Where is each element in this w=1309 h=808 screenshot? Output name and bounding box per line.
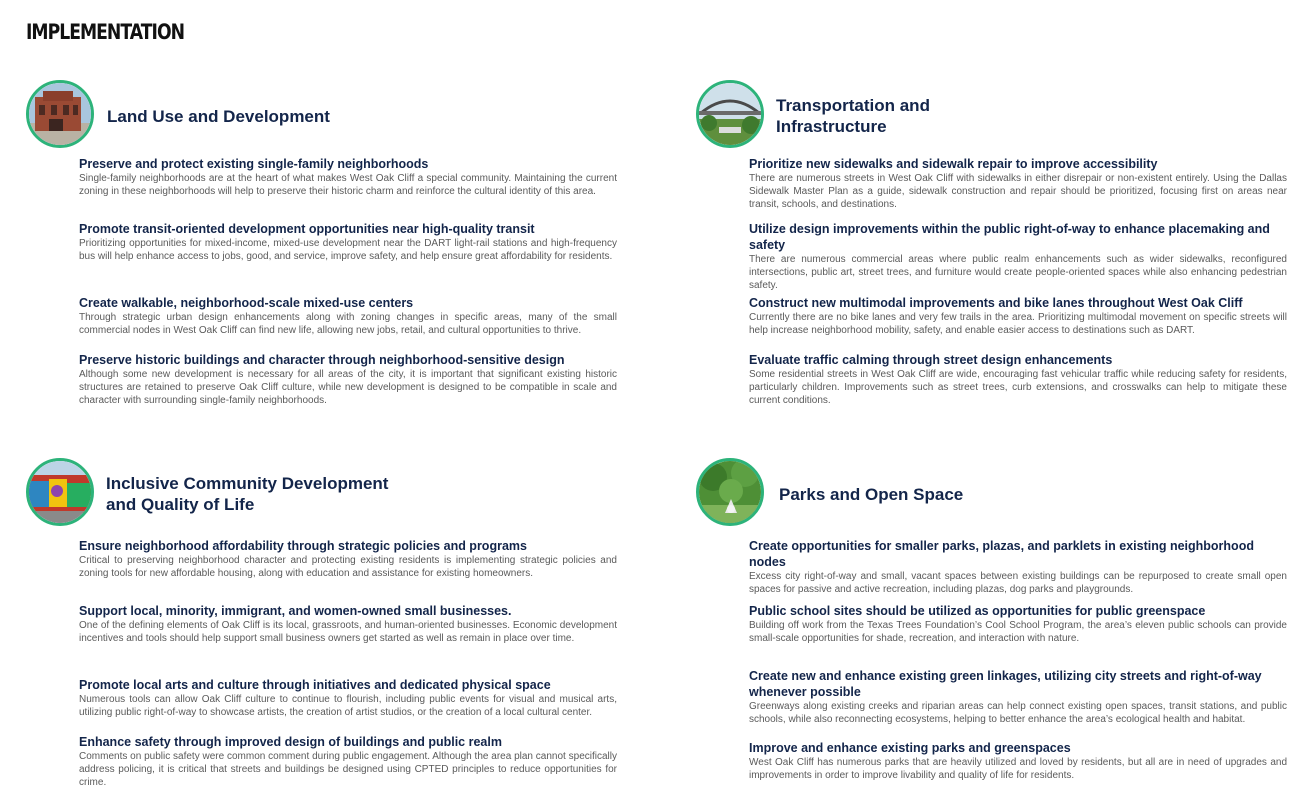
list-item [79, 295, 617, 337]
item-title: Preserve historic buildings and character through neighborhood-sensitive design [79, 353, 565, 367]
item-title: Preserve and protect existing single-family neighborhoods [79, 157, 429, 171]
item-body: Through strategic urban design enhancements along with zoning changes in specific areas, many of the small commercial nodes in West Oak Cliff can find new life, allowing new jobs, retail, and cultural opportunities to thrive. [79, 312, 617, 336]
item-title: Evaluate traffic calming through street design enhancements [749, 353, 1113, 367]
list-item [79, 538, 617, 580]
item-title: Public school sites should be utilized as opportunities for public greenspace [749, 604, 1206, 618]
section-title [776, 95, 1096, 137]
list-item [749, 221, 1287, 292]
item-title: Promote local arts and culture through initiatives and dedicated physical space [79, 678, 551, 692]
list-item [749, 295, 1287, 337]
item-title: Promote transit-oriented development opportunities near high-quality transit [79, 222, 535, 236]
item-body: There are numerous commercial areas where public realm enhancements such as wider sidewalks, reconfigured intersections, public art, street trees, and furniture would create people-oriented spaces while also enhancing pedestrian safety. [749, 254, 1287, 291]
section-title-line1: Transportation and [776, 96, 930, 115]
item-body: Critical to preserving neighborhood character and protecting existing residents is implementing strategic policies and zoning tools for new affordable housing, along with education and assistance for existing homeowners. [79, 555, 617, 579]
item-body: Comments on public safety were common comment during public engagement. Although the area plan cannot specifically address policing, it is critical that streets and buildings be designed using CPTED principles to reduce opportunities for crime. [79, 751, 617, 788]
list-item [749, 352, 1287, 407]
item-body: Numerous tools can allow Oak Cliff culture to continue to flourish, including public events for visual and musical arts, utilizing public right-of-way to showcase artists, the creation of artist studios, or the creation of a local cultural center. [79, 694, 617, 718]
list-item [749, 740, 1287, 782]
item-body: Currently there are no bike lanes and very few trails in the area. Prioritizing multimodal movement on specific streets will help increase neighborhood mobility, safety, and enable easier access to destinations such as DART. [749, 312, 1287, 336]
list-item [79, 734, 617, 789]
item-title: Improve and enhance existing parks and greenspaces [749, 741, 1071, 755]
item-body: Single-family neighborhoods are at the heart of what makes West Oak Cliff a special community. Maintaining the current zoning in these neighborhoods will help to preserve their historic charm and reinforce the cultural identity of this area. [79, 173, 617, 197]
list-item [79, 603, 617, 645]
list-item [79, 352, 617, 407]
park-photo-icon [696, 458, 764, 526]
item-title: Create opportunities for smaller parks, plazas, and parklets in existing neighborhood nodes [749, 539, 1254, 569]
mural-photo-icon [26, 458, 94, 526]
item-title: Support local, minority, immigrant, and women-owned small businesses. [79, 604, 512, 618]
section-title-line2: Infrastructure [776, 117, 887, 136]
item-title: Utilize design improvements within the public right-of-way to enhance placemaking and safety [749, 222, 1270, 252]
item-title: Create new and enhance existing green linkages, utilizing city streets and right-of-way whenever possible [749, 669, 1262, 699]
list-item [79, 156, 617, 198]
item-body: One of the defining elements of Oak Cliff is its local, grassroots, and human-oriented businesses. Economic development incentives and tools should help support small business owners get started as well as remain in place over time. [79, 620, 617, 644]
item-body: Building off work from the Texas Trees Foundation’s Cool School Program, the area’s eleven public schools can provide small-scale opportunities for shade, recreation, and interaction with nature. [749, 620, 1287, 644]
item-body: Prioritizing opportunities for mixed-income, mixed-use development near the DART light-rail stations and high-frequency bus will help enhance access to jobs, good, and service, improve safety, and help ensure great affordability for residents. [79, 238, 617, 262]
section-title-line1: Inclusive Community Development [106, 474, 389, 493]
list-item [749, 538, 1287, 596]
list-item [749, 156, 1287, 211]
list-item [79, 221, 617, 263]
item-body: Although some new development is necessary for all areas of the city, it is important that significant existing historic structures are retained to preserve Oak Cliff culture, while new development is designed to be compatible in scale and character with surrounding single-family neighborhoods. [79, 369, 617, 406]
section-title: Land Use and Development [107, 107, 330, 126]
item-body: West Oak Cliff has numerous parks that are heavily utilized and loved by residents, but all are in need of upgrades and improvements in order to improve livability and quality of life for residents. [749, 757, 1287, 781]
item-body: Greenways along existing creeks and riparian areas can help connect existing open spaces, transit stations, and public schools, while also reconnecting ecosystems, helping to better enhance the area’s ecological health and habitat. [749, 701, 1287, 725]
item-body: Some residential streets in West Oak Cliff are wide, encouraging fast vehicular traffic while reducing safety for residents, particularly children. Improvements such as street trees, curb extensions, and crosswalks can help to mitigate these current conditions. [749, 369, 1287, 406]
section-title: Parks and Open Space [779, 485, 964, 504]
page-title: IMPLEMENTATION [26, 20, 185, 44]
item-title: Create walkable, neighborhood-scale mixed-use centers [79, 296, 414, 310]
bridge-photo-icon [696, 80, 764, 148]
item-title: Enhance safety through improved design of buildings and public realm [79, 735, 502, 749]
section-title [106, 473, 446, 515]
item-body: There are numerous streets in West Oak Cliff with sidewalks in either disrepair or non-existent entirely. Using the Dallas Sidewalk Master Plan as a guide, sidewalk construction and repair should be prioritized, focusing first on areas near transit, schools, and destinations. [749, 173, 1287, 210]
list-item [749, 668, 1287, 726]
item-title: Construct new multimodal improvements and bike lanes throughout West Oak Cliff [749, 296, 1243, 310]
list-item [749, 603, 1287, 645]
item-title: Ensure neighborhood affordability through strategic policies and programs [79, 539, 527, 553]
section-title-line2: and Quality of Life [106, 495, 255, 514]
building-photo-icon [26, 80, 94, 148]
list-item [79, 677, 617, 719]
item-body: Excess city right-of-way and small, vacant spaces between existing buildings can be repurposed to create small open spaces for passive and active recreation, including plazas, dog parks and playgrounds. [749, 571, 1287, 595]
item-title: Prioritize new sidewalks and sidewalk repair to improve accessibility [749, 157, 1158, 171]
